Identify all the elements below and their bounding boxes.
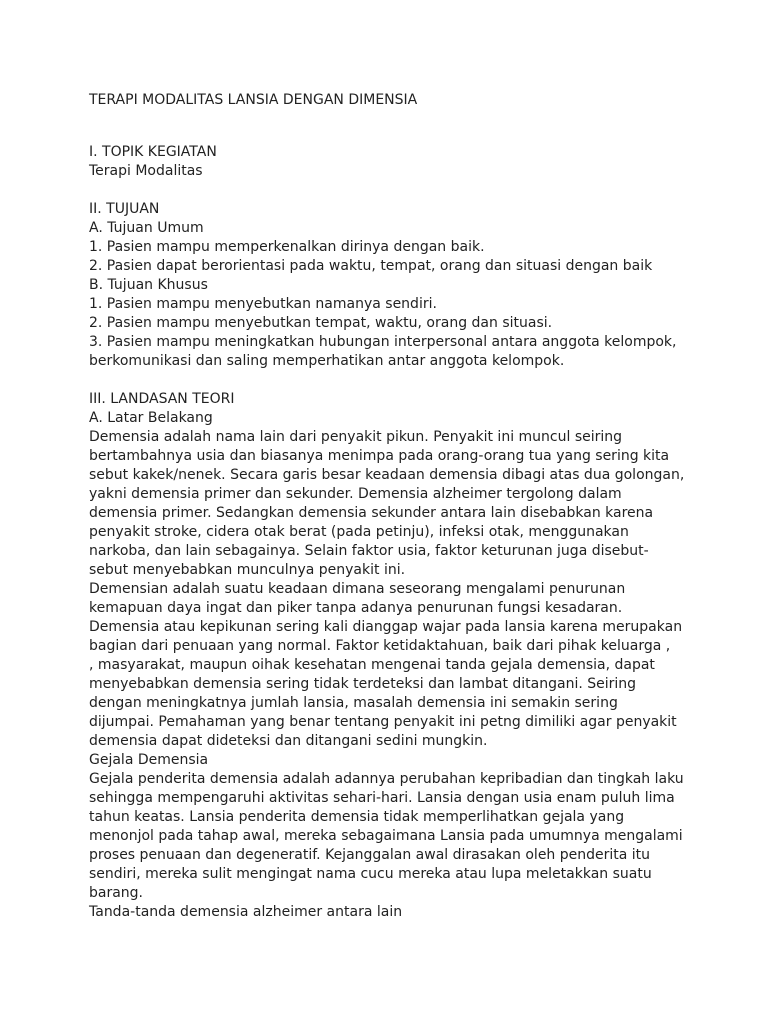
document-content [89,91,689,922]
text-line: barang. [89,885,144,901]
paragraph-gap [89,181,689,200]
document-title: TERAPI MODALITAS LANSIA DENGAN DIMENSIA [89,92,418,108]
text-line: proses penuaan dan degeneratif. Kejanggalan awal dirasakan oleh penderita itu [89,847,651,863]
subsection-heading: A. Tujuan Umum [89,220,204,236]
text-line: Demensia adalah nama lain dari penyakit pikun. Penyakit ini muncul seiring [89,429,623,445]
section-heading: II. TUJUAN [89,201,160,217]
subsection-heading: Gejala Demensia [89,752,209,768]
text-line: Demensian adalah suatu keadaan dimana seseorang mengalami penurunan [89,581,626,597]
text-line: sebut menyebabkan munculnya penyakit ini. [89,562,406,578]
text-line: demensia primer. Sedangkan demensia sekunder antara lain disebabkan karena [89,505,654,521]
section-heading: I. TOPIK KEGIATAN [89,144,217,160]
section-heading: III. LANDASAN TEORI [89,391,235,407]
text-line: berkomunikasi dan saling memperhatikan antar anggota kelompok. [89,353,565,369]
text-line: dijumpai. Pemahaman yang benar tentang penyakit ini petng dimiliki agar penyakit [89,714,677,730]
text-line: bertambahnya usia dan biasanya menimpa pada orang-orang tua yang sering kita [89,448,670,464]
text-line: 2. Pasien dapat berorientasi pada waktu, tempat, orang dan situasi dengan baik [89,258,653,274]
text-line: kemapuan daya ingat dan piker tanpa adanya penurunan fungsi kesadaran. [89,600,623,616]
text-line: dengan meningkatnya jumlah lansia, masalah demensia ini semakin sering [89,695,618,711]
text-line: penyakit stroke, cidera otak berat (pada petinju), infeksi otak, menggunakan [89,524,629,540]
text-line: narkoba, dan lain sebagainya. Selain faktor usia, faktor keturunan juga disebut- [89,543,649,559]
text-line: sendiri, mereka sulit mengingat nama cucu mereka atau lupa meletakkan suatu [89,866,652,882]
text-line: demensia dapat dideteksi dan ditangani sedini mungkin. [89,733,488,749]
text-line: 1. Pasien mampu menyebutkan namanya sendiri. [89,296,437,312]
text-line: , masyarakat, maupun oihak kesehatan mengenai tanda gejala demensia, dapat [89,657,655,673]
text-line: 3. Pasien mampu meningkatkan hubungan interpersonal antara anggota kelompok, [89,334,677,350]
text-line: 2. Pasien mampu menyebutkan tempat, waktu, orang dan situasi. [89,315,553,331]
text-line: Tanda-tanda demensia alzheimer antara lain [89,904,403,920]
paragraph-gap [89,371,689,390]
text-line: Gejala penderita demensia adalah adannya perubahan kepribadian dan tingkah laku [89,771,684,787]
text-line: yakni demensia primer dan sekunder. Demensia alzheimer tergolong dalam [89,486,622,502]
text-line: tahun keatas. Lansia penderita demensia tidak memperlihatkan gejala yang [89,809,625,825]
text-line: menyebabkan demensia sering tidak terdeteksi dan lambat ditangani. Seiring [89,676,637,692]
text-line: bagian dari penuaan yang normal. Faktor ketidaktahuan, baik dari pihak keluarga , [89,638,671,654]
text-line: sebut kakek/nenek. Secara garis besar keadaan demensia dibagi atas dua golongan, [89,467,685,483]
text-line: Terapi Modalitas [89,163,203,179]
text-line: 1. Pasien mampu memperkenalkan dirinya dengan baik. [89,239,485,255]
subsection-heading: A. Latar Belakang [89,410,213,426]
text-line: sehingga mempengaruhi aktivitas sehari-hari. Lansia dengan usia enam puluh lima [89,790,675,806]
subsection-heading: B. Tujuan Khusus [89,277,208,293]
text-line: Demensia atau kepikunan sering kali dianggap wajar pada lansia karena merupakan [89,619,683,635]
text-line: menonjol pada tahap awal, mereka sebagaimana Lansia pada umumnya mengalami [89,828,683,844]
